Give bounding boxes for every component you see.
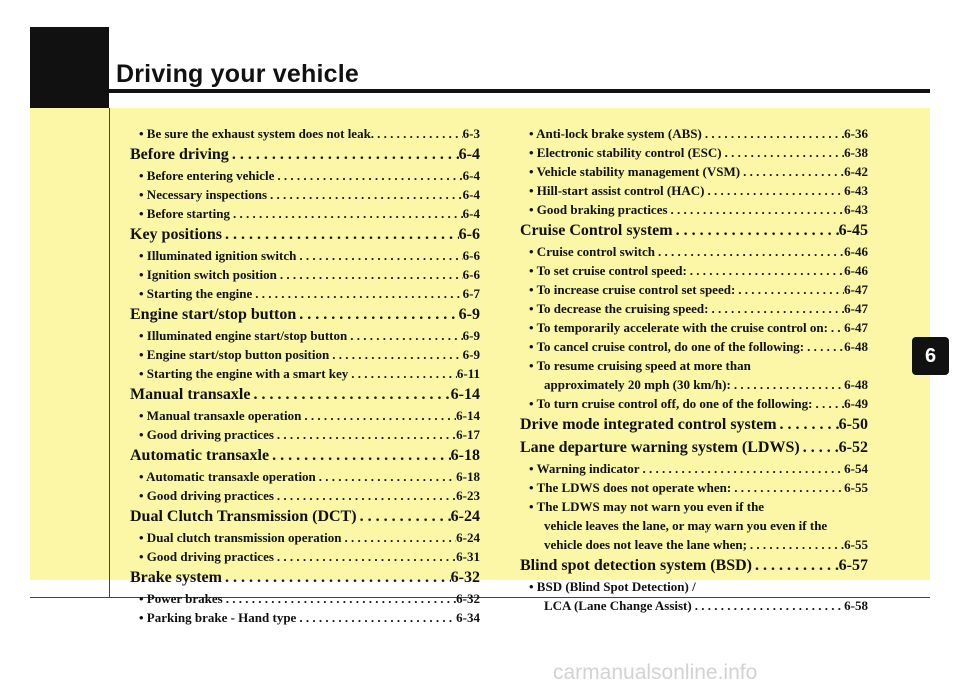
toc-entry[interactable] — [130, 547, 480, 566]
dot-leader — [277, 265, 463, 284]
dot-leader — [296, 303, 458, 326]
toc-entry-title: • Good driving practices — [139, 488, 274, 503]
toc-page-number: 6-49 — [844, 396, 868, 411]
toc-page-number: 6-24 — [450, 508, 480, 525]
toc-section-entry[interactable] — [520, 436, 868, 459]
dot-leader — [274, 486, 456, 505]
toc-page-number: 6-4 — [462, 187, 480, 202]
toc-entry[interactable] — [520, 181, 868, 200]
toc-entry[interactable] — [520, 459, 868, 478]
toc-page-number: 6-54 — [844, 461, 868, 476]
toc-entry[interactable] — [130, 284, 480, 303]
toc-section-entry[interactable] — [520, 413, 868, 436]
toc-entry-title: • Before entering vehicle — [139, 168, 275, 183]
toc-entry-title: • Parking brake - Hand type — [139, 610, 297, 625]
toc-entry[interactable] — [130, 124, 480, 143]
toc-entry[interactable] — [520, 299, 868, 318]
toc-page-number: 6-46 — [844, 263, 868, 278]
toc-section-entry[interactable] — [520, 219, 868, 242]
toc-entry-title: • Anti-lock brake system (ABS) — [529, 126, 702, 141]
toc-page-number: 6-6 — [462, 248, 480, 263]
toc-entry-title: Automatic transaxle — [130, 447, 270, 464]
toc-entry-title: • Good braking practices — [529, 202, 668, 217]
toc-entry-title: • Illuminated engine start/stop button — [139, 328, 348, 343]
dot-leader — [704, 181, 844, 200]
toc-entry-title: • To decrease the cruising speed: — [529, 301, 709, 316]
dot-leader — [222, 566, 451, 589]
toc-page-number: 6-47 — [844, 301, 868, 316]
toc-entry-title: • To temporarily accelerate with the cruise control on: — [529, 320, 828, 335]
dot-leader — [316, 467, 456, 486]
toc-page-number: 6-6 — [458, 226, 480, 243]
toc-entry-title: vehicle leaves the lane, or may warn you even if the — [544, 518, 828, 533]
dot-leader — [269, 444, 451, 467]
toc-entry[interactable] — [520, 394, 868, 413]
toc-entry-title: Key positions — [130, 226, 223, 243]
toc-entry[interactable] — [520, 124, 868, 143]
toc-entry-title: Cruise Control system — [520, 222, 673, 239]
toc-entry[interactable] — [520, 242, 868, 261]
toc-entry-title: • Electronic stability control (ESC) — [529, 145, 722, 160]
toc-entry-title: • To cancel cruise control, do one of the following: — [529, 339, 805, 354]
toc-section-entry[interactable] — [520, 554, 868, 577]
toc-page-number: 6-43 — [844, 202, 868, 217]
toc-entry-title: • To resume cruising speed at more than — [529, 358, 751, 373]
toc-entry-title: • Illuminated ignition switch — [139, 248, 297, 263]
toc-entry[interactable] — [520, 200, 868, 219]
dot-leader — [230, 204, 463, 223]
dot-leader — [274, 425, 456, 444]
toc-entry[interactable] — [130, 204, 480, 223]
toc-entry[interactable] — [520, 162, 868, 181]
toc-entry-title: • To set cruise control speed: — [529, 263, 687, 278]
toc-page-number: 6-43 — [844, 183, 868, 198]
dot-leader — [223, 589, 456, 608]
toc-entry[interactable] — [130, 425, 480, 444]
dot-leader — [655, 242, 844, 261]
toc-entry-title: • Dual clutch transmission operation — [139, 530, 342, 545]
dot-leader — [374, 124, 463, 143]
toc-page-number: 6-14 — [450, 386, 480, 403]
title-underline — [109, 89, 930, 93]
toc-page-number: 6-50 — [838, 416, 868, 433]
toc-entry-title: approximately 20 mph (30 km/h): — [544, 377, 731, 392]
toc-page-number: 6-4 — [462, 168, 480, 183]
dot-leader — [347, 326, 462, 345]
toc-entry[interactable] — [130, 406, 480, 425]
dot-leader — [812, 394, 844, 413]
toc-page-number: 6-9 — [462, 328, 480, 343]
dot-leader — [357, 505, 451, 528]
toc-entry[interactable] — [520, 497, 868, 516]
toc-entry-title: • To increase cruise control set speed: — [529, 282, 736, 297]
toc-entry[interactable] — [130, 589, 480, 608]
dot-leader — [296, 246, 462, 265]
toc-entry[interactable] — [130, 166, 480, 185]
toc-page-number: 6-32 — [456, 591, 480, 606]
toc-page-number: 6-4 — [462, 206, 480, 221]
left-margin-rule — [109, 108, 110, 598]
dot-leader — [274, 166, 462, 185]
dot-leader — [692, 596, 844, 615]
dot-leader — [296, 608, 456, 627]
toc-section-entry[interactable] — [130, 444, 480, 467]
toc-page-number: 6-36 — [844, 126, 868, 141]
toc-entry-title: Before driving — [130, 146, 229, 163]
page-title: Driving your vehicle — [116, 60, 359, 88]
toc-page-number: 6-31 — [456, 549, 480, 564]
toc-entry-title: Engine start/stop button — [130, 306, 297, 323]
dot-leader — [828, 318, 844, 337]
toc-entry[interactable] — [520, 337, 868, 356]
toc-page-number: 6-42 — [844, 164, 868, 179]
toc-entry-title: • The LDWS may not warn you even if the — [529, 499, 765, 514]
toc-page-number: 6-24 — [456, 530, 480, 545]
toc-page-number: 6-58 — [844, 598, 868, 613]
dot-leader — [348, 364, 457, 383]
toc-page-number: 6-9 — [458, 306, 480, 323]
dot-leader — [301, 406, 456, 425]
toc-page-number: 6-18 — [450, 447, 480, 464]
toc-entry[interactable] — [520, 596, 868, 615]
toc-section-entry[interactable] — [130, 143, 480, 166]
chapter-tab[interactable]: 6 — [912, 337, 949, 375]
toc-page-number: 6-14 — [456, 408, 480, 423]
dot-leader — [267, 185, 463, 204]
toc-page-number: 6-18 — [456, 469, 480, 484]
toc-entry[interactable] — [520, 280, 868, 299]
toc-entry-title: • Good driving practices — [139, 427, 274, 442]
dot-leader — [702, 124, 844, 143]
toc-section-entry[interactable] — [130, 223, 480, 246]
toc-page-number: 6-52 — [838, 439, 868, 456]
toc-section-entry[interactable] — [130, 303, 480, 326]
toc-section-entry[interactable] — [130, 566, 480, 589]
toc-entry[interactable] — [130, 326, 480, 345]
dot-leader — [800, 436, 839, 459]
toc-entry-title: LCA (Lane Change Assist) — [544, 598, 692, 613]
toc-entry-title: Drive mode integrated control system — [520, 416, 777, 433]
toc-entry[interactable] — [130, 265, 480, 284]
toc-entry[interactable] — [130, 345, 480, 364]
toc-page-number: 6-57 — [838, 557, 868, 574]
dot-leader — [250, 383, 450, 406]
toc-entry-title: • Before starting — [139, 206, 230, 221]
toc-entry-title: • Power brakes — [139, 591, 223, 606]
dot-leader — [687, 261, 844, 280]
toc-entry[interactable] — [130, 528, 480, 547]
dot-leader — [740, 162, 844, 181]
dot-leader — [708, 299, 844, 318]
dot-leader — [735, 280, 844, 299]
dot-leader — [804, 337, 844, 356]
dot-leader — [222, 223, 459, 246]
toc-entry-title: • Necessary inspections — [139, 187, 268, 202]
toc-entry-title: • To turn cruise control off, do one of the following: — [529, 396, 813, 411]
toc-section-entry[interactable] — [130, 383, 480, 406]
toc-entry-title: • Starting the engine — [139, 286, 253, 301]
toc-entry[interactable] — [520, 478, 868, 497]
dot-leader — [747, 535, 844, 554]
toc-column-left — [130, 124, 480, 627]
toc-entry-title: • Ignition switch position — [139, 267, 277, 282]
toc-entry[interactable] — [130, 467, 480, 486]
dot-leader — [274, 547, 456, 566]
toc-entry-title: • Hill-start assist control (HAC) — [529, 183, 705, 198]
toc-entry[interactable] — [520, 143, 868, 162]
toc-page-number: 6-7 — [462, 286, 480, 301]
toc-entry-title: • Vehicle stability management (VSM) — [529, 164, 741, 179]
toc-entry[interactable] — [520, 516, 868, 535]
dot-leader — [640, 459, 845, 478]
dot-leader — [777, 413, 839, 436]
toc-entry-title: • Automatic transaxle operation — [139, 469, 316, 484]
toc-entry-title: • Be sure the exhaust system does not leak. — [139, 126, 375, 141]
toc-page-number: 6-38 — [844, 145, 868, 160]
dot-leader — [252, 284, 462, 303]
toc-entry[interactable] — [520, 577, 868, 596]
toc-page-number: 6-6 — [462, 267, 480, 282]
toc-page-number: 6-23 — [456, 488, 480, 503]
toc-entry-title: • Manual transaxle operation — [139, 408, 302, 423]
toc-entry[interactable] — [520, 318, 868, 337]
toc-entry-title: • Starting the engine with a smart key — [139, 366, 349, 381]
toc-page-number: 6-34 — [456, 610, 480, 625]
toc-entry[interactable] — [520, 261, 868, 280]
dot-leader — [731, 375, 844, 394]
toc-entry-title: • Warning indicator — [529, 461, 640, 476]
toc-entry-title: • BSD (Blind Spot Detection) / — [529, 579, 696, 594]
toc-column-right — [520, 124, 868, 615]
toc-page-number: 6-48 — [844, 339, 868, 354]
toc-page-number: 6-55 — [844, 480, 868, 495]
dot-leader — [668, 200, 845, 219]
toc-page-number: 6-46 — [844, 244, 868, 259]
toc-page-number: 6-17 — [456, 427, 480, 442]
toc-entry-title: Blind spot detection system (BSD) — [520, 557, 753, 574]
toc-entry[interactable] — [130, 246, 480, 265]
toc-entry-title: Manual transaxle — [130, 386, 251, 403]
toc-entry[interactable] — [130, 364, 480, 383]
toc-section-entry[interactable] — [130, 505, 480, 528]
chapter-header-block — [30, 27, 109, 108]
toc-entry-title: • Cruise control switch — [529, 244, 655, 259]
toc-entry[interactable] — [520, 535, 868, 554]
toc-entry-title: Brake system — [130, 569, 222, 586]
toc-entry-title: • Good driving practices — [139, 549, 274, 564]
toc-page-number: 6-9 — [462, 347, 480, 362]
toc-entry[interactable] — [130, 608, 480, 627]
toc-entry[interactable] — [130, 185, 480, 204]
dot-leader — [731, 478, 844, 497]
dot-leader — [341, 528, 456, 547]
toc-page-number: 6-4 — [458, 146, 480, 163]
watermark: carmanualsonline.info — [553, 661, 758, 684]
toc-entry-title: • The LDWS does not operate when: — [529, 480, 732, 495]
toc-entry[interactable] — [520, 375, 868, 394]
toc-page-number: 6-48 — [844, 377, 868, 392]
toc-entry[interactable] — [130, 486, 480, 505]
dot-leader — [673, 219, 839, 242]
toc-page-number: 6-47 — [844, 282, 868, 297]
toc-page-number: 6-11 — [456, 366, 480, 381]
toc-page-number: 6-3 — [462, 126, 480, 141]
toc-entry-title: vehicle does not leave the lane when; — [544, 537, 747, 552]
toc-page-number: 6-32 — [450, 569, 480, 586]
toc-page-number: 6-47 — [844, 320, 868, 335]
toc-entry[interactable] — [520, 356, 868, 375]
toc-page-number: 6-45 — [838, 222, 868, 239]
dot-leader — [752, 554, 839, 577]
toc-entry-title: • Engine start/stop button position — [139, 347, 330, 362]
dot-leader — [329, 345, 462, 364]
dot-leader — [229, 143, 459, 166]
dot-leader — [722, 143, 845, 162]
toc-page-number: 6-55 — [844, 537, 868, 552]
toc-entry-title: Lane departure warning system (LDWS) — [520, 439, 800, 456]
toc-entry-title: Dual Clutch Transmission (DCT) — [130, 508, 357, 525]
